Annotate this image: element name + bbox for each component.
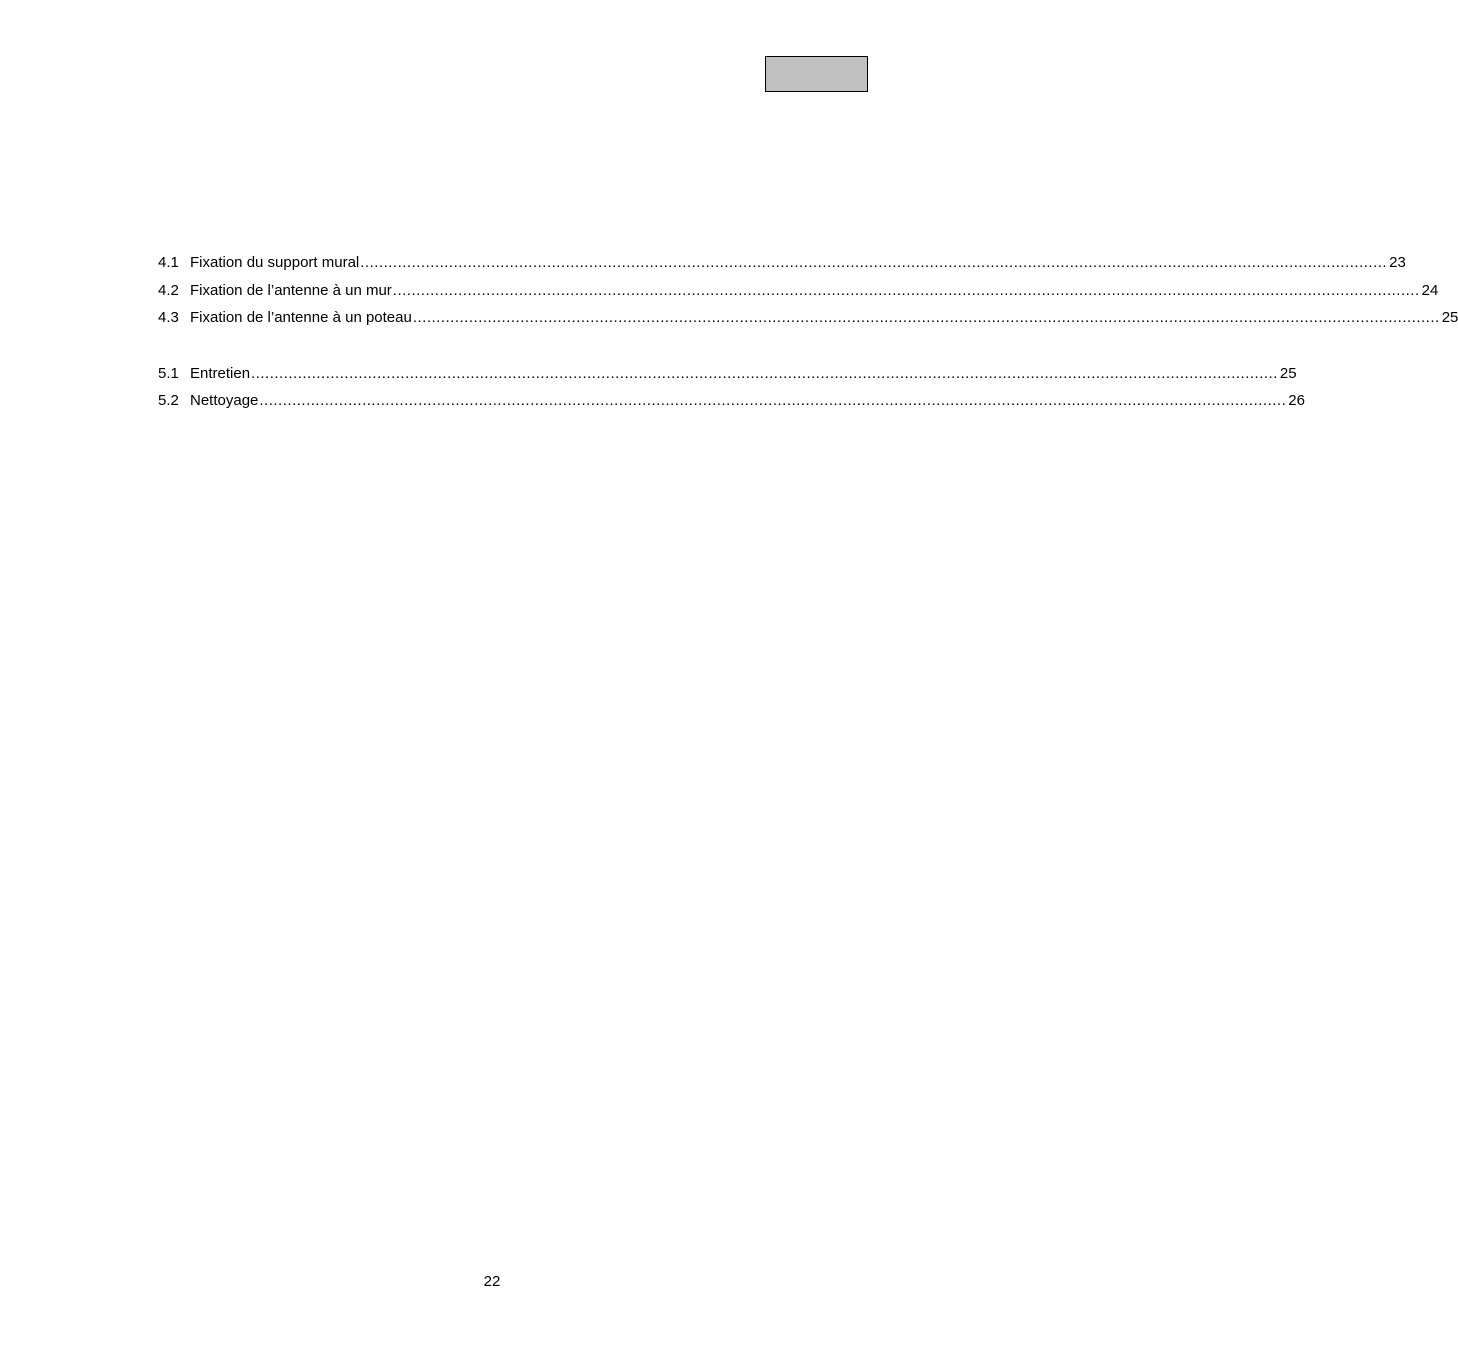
- toc-entry-page: 23: [1389, 254, 1406, 271]
- toc-entry-title: Fixation du support mural: [190, 254, 360, 271]
- toc-entry-title: Fixation de l’antenne à un mur: [190, 281, 392, 299]
- toc-entry-page: 26: [1288, 392, 1305, 409]
- toc-entry[interactable]: [158, 281, 1439, 310]
- toc-entry[interactable]: [158, 392, 1305, 420]
- toc-entry-number: 5.1: [158, 364, 179, 382]
- toc-dot-leader: ............................................................................................................................................................................................................................: [259, 392, 1287, 409]
- toc-entry-page: 25: [1441, 309, 1458, 326]
- toc-entry[interactable]: [158, 364, 1297, 393]
- toc-group-chapter-4: [158, 254, 1458, 337]
- toc-entry-number: 4.3: [158, 309, 179, 326]
- toc-entry-title: Fixation de l’antenne à un poteau: [190, 309, 412, 326]
- toc-entry[interactable]: [158, 254, 1406, 282]
- table-of-contents: [158, 254, 1458, 420]
- toc-entry-page: 25: [1279, 364, 1297, 382]
- toc-entry-title: Entretien: [190, 364, 251, 382]
- language-tab-box: [765, 56, 868, 92]
- page-number: 22: [483, 1273, 501, 1290]
- toc-dot-leader: ............................................................................................................................................................................................................................: [392, 281, 1420, 299]
- toc-entry-number: 4.1: [158, 254, 179, 271]
- toc-dot-leader: ............................................................................................................................................................................................................................: [412, 309, 1440, 326]
- toc-group-chapter-5: [158, 364, 1305, 420]
- toc-dot-leader: ............................................................................................................................................................................................................................: [251, 364, 1278, 382]
- toc-entry-title: Nettoyage: [190, 392, 259, 409]
- toc-entry[interactable]: [158, 309, 1458, 337]
- toc-entry-number: 4.2: [158, 281, 179, 299]
- toc-dot-leader: ............................................................................................................................................................................................................................: [360, 254, 1388, 271]
- toc-entry-number: 5.2: [158, 392, 179, 409]
- toc-entry-page: 24: [1421, 281, 1439, 299]
